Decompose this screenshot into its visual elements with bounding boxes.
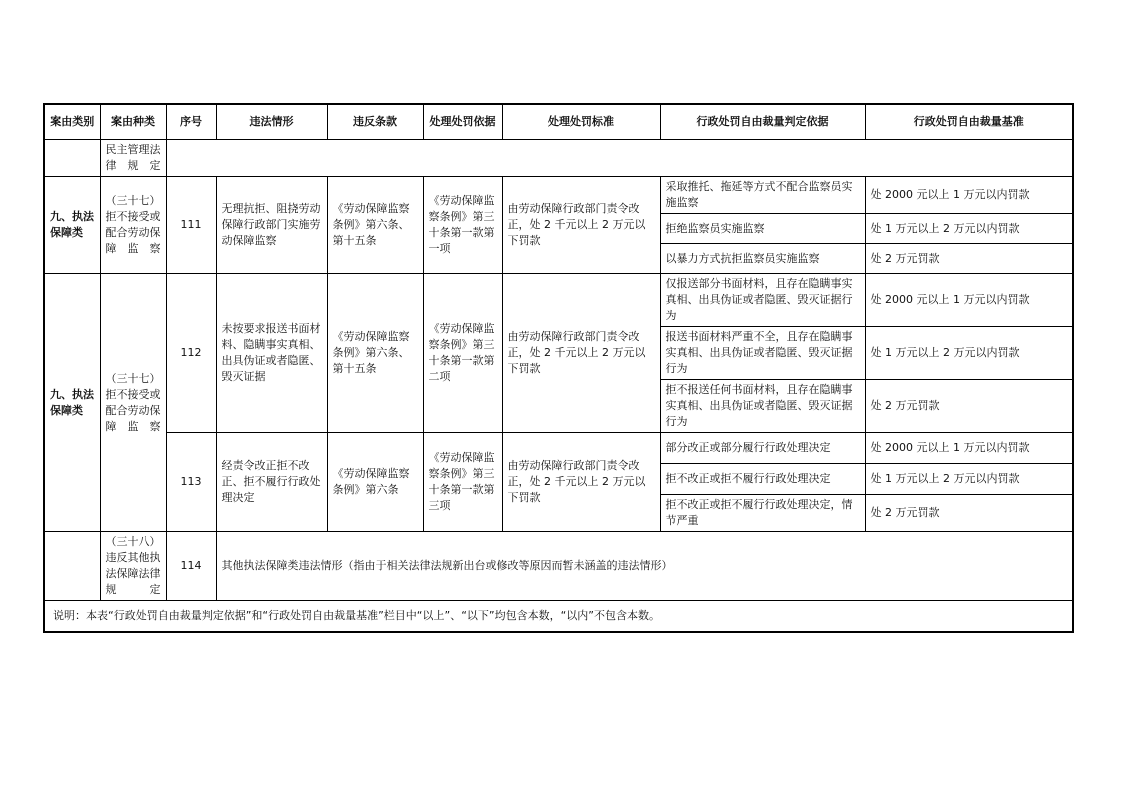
benchmark-cell: 处 1 万元以上 2 万元以内罚款: [865, 327, 1073, 380]
benchmark-cell: 处 1 万元以上 2 万元以内罚款: [865, 464, 1073, 495]
table-note: 说明：本表“行政处罚自由裁量判定依据”和“行政处罚自由裁量基准”栏目中“以上”、“以下”均包含本数，“以内”不包含本数。: [44, 601, 1073, 633]
kind-cell: （三十八）违反其他执法保障法律规定: [100, 532, 166, 601]
benchmark-cell: 处 2 万元罚款: [865, 495, 1073, 532]
header-category: 案由类别: [44, 104, 100, 140]
situation-cell: 经责令改正拒不改正、拒不履行行政处理决定: [216, 433, 327, 532]
criterion-cell: 以暴力方式抗拒监察员实施监察: [660, 244, 865, 274]
header-situation: 违法情形: [216, 104, 327, 140]
situation-cell: 无理抗拒、阻挠劳动保障行政部门实施劳动保障监察: [216, 177, 327, 274]
no-cell: 112: [166, 274, 216, 433]
clause-cell: 《劳动保障监察条例》第六条、第十五条: [327, 274, 423, 433]
header-criterion: 行政处罚自由裁量判定依据: [660, 104, 865, 140]
criterion-cell: 部分改正或部分履行行政处理决定: [660, 433, 865, 464]
benchmark-cell: 处 2 万元罚款: [865, 380, 1073, 433]
category-cell-empty: [44, 140, 100, 177]
penalty-table-container: [43, 103, 1072, 633]
header-row: [44, 104, 1073, 140]
basis-cell: 《劳动保障监察条例》第三十条第一款第三项: [423, 433, 502, 532]
criterion-cell: 拒绝监察员实施监察: [660, 214, 865, 244]
criterion-cell: 拒不改正或拒不履行行政处理决定，情节严重: [660, 495, 865, 532]
header-benchmark: 行政处罚自由裁量基准: [865, 104, 1073, 140]
clause-cell: 《劳动保障监察条例》第六条: [327, 433, 423, 532]
criterion-cell: 采取推托、拖延等方式不配合监察员实施监察: [660, 177, 865, 214]
criterion-cell: 报送书面材料严重不全，且存在隐瞒事实真相、出具伪证或者隐匿、毁灭证据行为: [660, 327, 865, 380]
situation-cell: 未按要求报送书面材料、隐瞒事实真相、出具伪证或者隐匿、毁灭证据: [216, 274, 327, 433]
benchmark-cell: 处 2000 元以上 1 万元以内罚款: [865, 433, 1073, 464]
basis-cell: 《劳动保障监察条例》第三十条第一款第一项: [423, 177, 502, 274]
standard-cell: 由劳动保障行政部门责令改正，处 2 千元以上 2 万元以下罚款: [502, 177, 660, 274]
standard-cell: 由劳动保障行政部门责令改正，处 2 千元以上 2 万元以下罚款: [502, 274, 660, 433]
no-cell: 114: [166, 532, 216, 601]
benchmark-cell: 处 2000 元以上 1 万元以内罚款: [865, 177, 1073, 214]
header-standard: 处理处罚标准: [502, 104, 660, 140]
criterion-cell: 拒不报送任何书面材料，且存在隐瞒事实真相、出具伪证或者隐匿、毁灭证据行为: [660, 380, 865, 433]
benchmark-cell: 处 2000 元以上 1 万元以内罚款: [865, 274, 1073, 327]
clause-cell: 《劳动保障监察条例》第六条、第十五条: [327, 177, 423, 274]
benchmark-cell: 处 1 万元以上 2 万元以内罚款: [865, 214, 1073, 244]
table-row: [44, 532, 1073, 601]
standard-cell: 由劳动保障行政部门责令改正，处 2 千元以上 2 万元以下罚款: [502, 433, 660, 532]
kind-cell: 民主管理法律规定: [100, 140, 166, 177]
category-cell: 九、执法保障类: [44, 177, 100, 274]
table-row: [44, 433, 1073, 464]
kind-cell: （三十七）拒不接受或配合劳动保障监察: [100, 274, 166, 532]
table-row: [44, 177, 1073, 214]
situation-cell: 其他执法保障类违法情形（指由于相关法律法规新出台或修改等原因而暂未涵盖的违法情形）: [216, 532, 1073, 601]
no-cell: 111: [166, 177, 216, 274]
note-row: [44, 601, 1073, 633]
penalty-standards-table: [43, 103, 1074, 633]
category-cell: 九、执法保障类: [44, 274, 100, 532]
category-cell-empty: [44, 532, 100, 601]
header-no: 序号: [166, 104, 216, 140]
header-basis: 处理处罚依据: [423, 104, 502, 140]
no-cell: 113: [166, 433, 216, 532]
criterion-cell: 仅报送部分书面材料，且存在隐瞒事实真相、出具伪证或者隐匿、毁灭证据行为: [660, 274, 865, 327]
kind-cell: （三十七）拒不接受或配合劳动保障监察: [100, 177, 166, 274]
basis-cell: 《劳动保障监察条例》第三十条第一款第二项: [423, 274, 502, 433]
empty-cell: [166, 140, 1073, 177]
criterion-cell: 拒不改正或拒不履行行政处理决定: [660, 464, 865, 495]
benchmark-cell: 处 2 万元罚款: [865, 244, 1073, 274]
header-clause: 违反条款: [327, 104, 423, 140]
table-row: [44, 140, 1073, 177]
table-row: [44, 274, 1073, 327]
header-kind: 案由种类: [100, 104, 166, 140]
